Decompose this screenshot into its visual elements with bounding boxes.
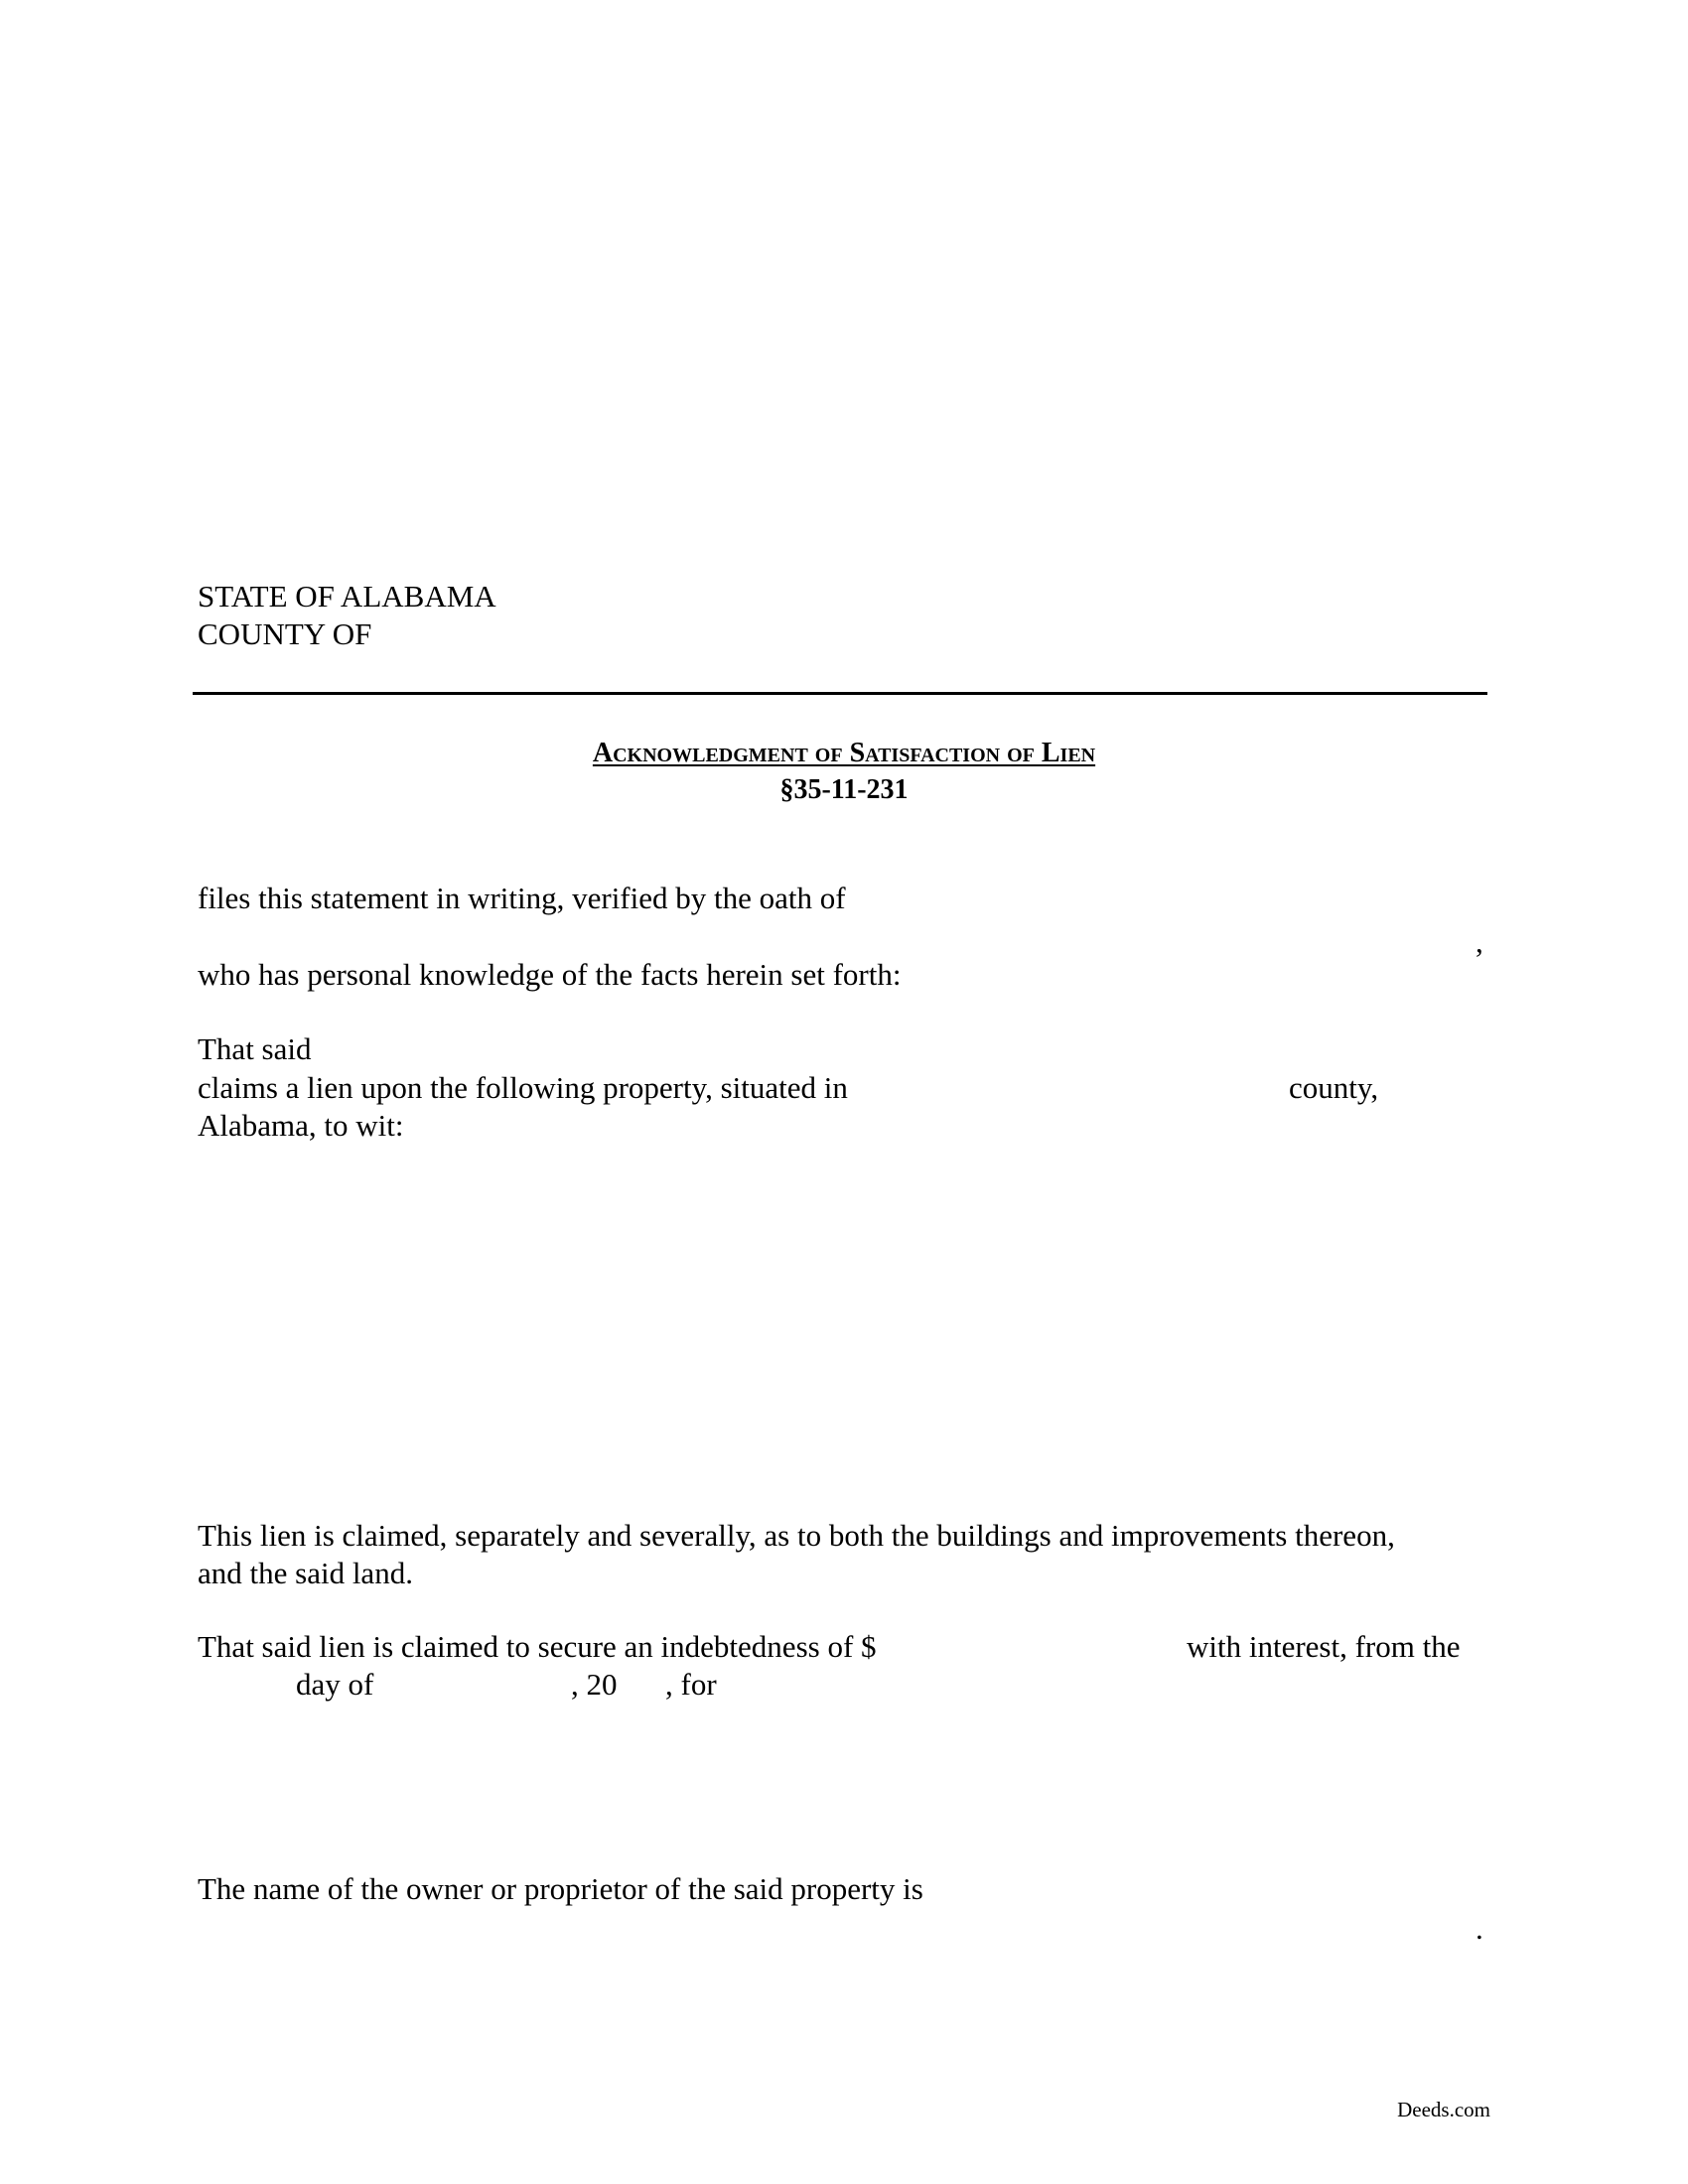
alabama-to-wit-text: Alabama, to wit: bbox=[198, 1108, 404, 1143]
state-line: STATE OF ALABAMA bbox=[198, 579, 496, 614]
that-said-text: That said bbox=[198, 1031, 312, 1066]
claims-lien-text: claims a lien upon the following property, situated in bbox=[198, 1070, 848, 1105]
with-interest-text: with interest, from the bbox=[1187, 1629, 1461, 1664]
personal-knowledge-text: who has personal knowledge of the facts herein set forth: bbox=[198, 957, 902, 992]
county-word: county, bbox=[1289, 1070, 1379, 1105]
statute-section: §35-11-231 bbox=[779, 774, 909, 805]
day-of-text: day of bbox=[296, 1667, 374, 1702]
county-line: COUNTY OF bbox=[198, 616, 372, 651]
files-statement-text: files this statement in writing, verified by the oath of bbox=[198, 881, 846, 915]
footer-brand: Deeds.com bbox=[1397, 2098, 1490, 2121]
for-text: , for bbox=[665, 1667, 717, 1702]
document-title: Acknowledgment of Satisfaction of Lien bbox=[592, 738, 1096, 768]
period-mark: . bbox=[1476, 1911, 1483, 1946]
header-divider bbox=[193, 692, 1487, 695]
lien-claimed-line2: and the said land. bbox=[198, 1556, 413, 1590]
owner-name-text: The name of the owner or proprietor of the said property is bbox=[198, 1871, 923, 1906]
year-prefix-text: , 20 bbox=[571, 1667, 618, 1702]
lien-claimed-line1: This lien is claimed, separately and severally, as to both the buildings and improvements thereon, bbox=[198, 1518, 1395, 1553]
comma-mark: , bbox=[1476, 924, 1483, 959]
indebtedness-text: That said lien is claimed to secure an indebtedness of $ bbox=[198, 1629, 877, 1664]
